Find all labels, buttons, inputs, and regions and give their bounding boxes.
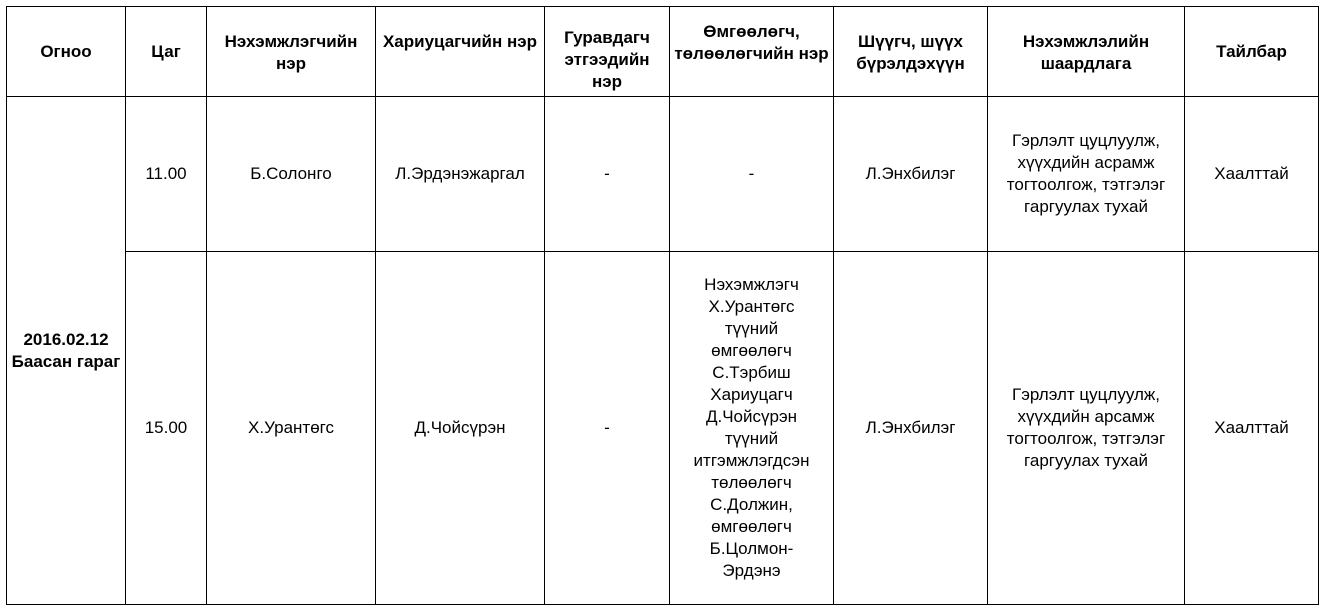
table-row (7, 252, 1319, 605)
header-representative: Өмгөөлөгч, төлөөлөгчийн нэр (670, 7, 834, 97)
header-date: Огноо (7, 7, 126, 97)
third-party-cell: - (545, 252, 670, 605)
representative-cell: Нэхэмжлэгч Х.Урантөгс түүний өмгөөлөгч С.Тэрбиш Хариуцагч Д.Чойсүрэн түүний итгэмжлэгдсэн төлөөлөгч С.Должин, өмгөөлөгч Б.Цолмон-Эрдэнэ (670, 252, 834, 605)
court-schedule-table (6, 6, 1319, 605)
note-cell: Хаалттай (1185, 97, 1319, 252)
plaintiff-cell: Б.Солонго (207, 97, 376, 252)
header-third-party: Гуравдагч этгээдийн нэр (545, 7, 670, 97)
header-defendant: Хариуцагчийн нэр (376, 7, 545, 97)
table-row (7, 97, 1319, 252)
header-row (7, 7, 1319, 97)
note-cell: Хаалттай (1185, 252, 1319, 605)
defendant-cell: Л.Эрдэнэжаргал (376, 97, 545, 252)
defendant-cell: Д.Чойсүрэн (376, 252, 545, 605)
header-plaintiff: Нэхэмжлэгчийн нэр (207, 7, 376, 97)
third-party-cell: - (545, 97, 670, 252)
time-cell: 15.00 (126, 252, 207, 605)
plaintiff-cell: Х.Урантөгс (207, 252, 376, 605)
judge-cell: Л.Энхбилэг (834, 97, 988, 252)
claim-cell: Гэрлэлт цуцлуулж, хүүхдийн арсамж тогтоолгож, тэтгэлэг гаргуулах тухай (988, 252, 1185, 605)
header-time: Цаг (126, 7, 207, 97)
header-judge: Шүүгч, шүүх бүрэлдэхүүн (834, 7, 988, 97)
claim-cell: Гэрлэлт цуцлуулж, хүүхдийн асрамж тогтоолгож, тэтгэлэг гаргуулах тухай (988, 97, 1185, 252)
representative-cell: - (670, 97, 834, 252)
header-note: Тайлбар (1185, 7, 1319, 97)
date-cell: 2016.02.12 Баасан гараг (7, 97, 126, 605)
header-claim: Нэхэмжлэлийн шаардлага (988, 7, 1185, 97)
judge-cell: Л.Энхбилэг (834, 252, 988, 605)
time-cell: 11.00 (126, 97, 207, 252)
